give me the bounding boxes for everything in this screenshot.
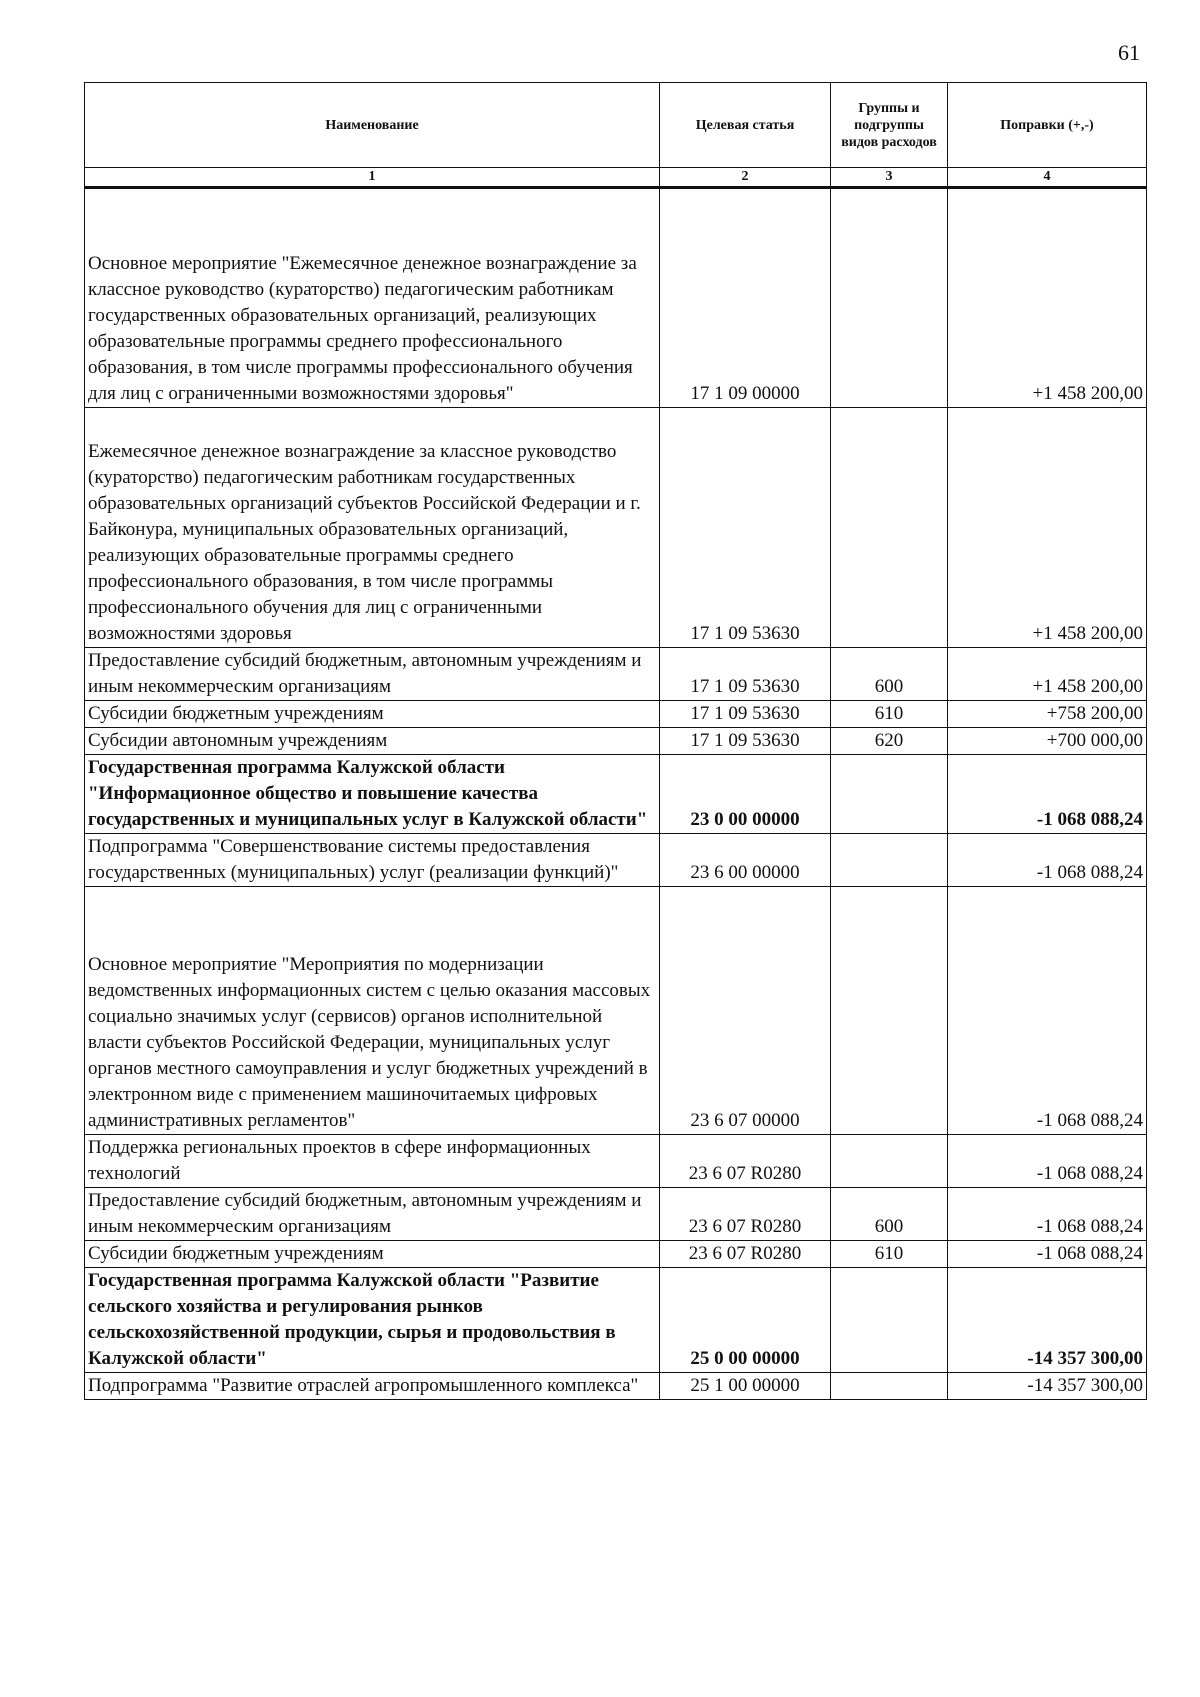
row-code: 17 1 09 00000 [660,188,831,408]
row-code: 23 0 00 00000 [660,755,831,834]
row-group [831,1268,948,1373]
table-row [85,887,1147,1135]
column-number: 3 [831,168,948,188]
row-name: Государственная программа Калужской области "Развитие сельского хозяйства и регулирования рынков сельскохозяйственной продукции, сырья и продовольствия в Калужской области" [85,1268,660,1373]
row-name: Государственная программа Калужской области "Информационное общество и повышение качества государственных и муниципальных услуг в Калужской области" [85,755,660,834]
row-name: Основное мероприятие "Ежемесячное денежное вознаграждение за классное руководство (кураторство) педагогическим работникам государственных образовательных организаций, реализующих образовательные программы среднего профессионального образования, в том числе программы профессионального обучения для лиц с ограниченными возможностями здоровья" [85,188,660,408]
row-group: 620 [831,728,948,755]
row-name: Субсидии автономным учреждениям [85,728,660,755]
table-row [85,755,1147,834]
row-code: 17 1 09 53630 [660,408,831,648]
row-code: 23 6 07 R0280 [660,1241,831,1268]
table-row [85,1135,1147,1188]
row-amount: -1 068 088,24 [948,887,1147,1135]
table-row [85,1268,1147,1373]
table-row [85,1373,1147,1400]
row-code: 23 6 00 00000 [660,834,831,887]
row-group: 610 [831,1241,948,1268]
table-row [85,834,1147,887]
row-name: Подпрограмма "Развитие отраслей агропромышленного комплекса" [85,1373,660,1400]
column-numbers-row [85,168,1147,188]
row-name: Поддержка региональных проектов в сфере информационных технологий [85,1135,660,1188]
row-name: Предоставление субсидий бюджетным, автономным учреждениям и иным некоммерческим организациям [85,648,660,701]
table-row [85,648,1147,701]
row-amount: -1 068 088,24 [948,834,1147,887]
table-row [85,408,1147,648]
row-amount: -1 068 088,24 [948,1135,1147,1188]
row-amount: -1 068 088,24 [948,1241,1147,1268]
row-group [831,755,948,834]
header-groups: Группы и подгруппы видов расходов [831,83,948,168]
row-amount: +1 458 200,00 [948,408,1147,648]
row-group [831,887,948,1135]
header-name: Наименование [85,83,660,168]
row-name: Основное мероприятие "Мероприятия по модернизации ведомственных информационных систем с целью оказания массовых социально значимых услуг (сервисов) органов исполнительной власти субъектов Российской Федерации, муниципальных услуг органов местного самоуправления и услуг бюджетных учреждений в электронном виде с применением машиночитаемых цифровых административных регламентов" [85,887,660,1135]
column-number: 4 [948,168,1147,188]
column-number: 1 [85,168,660,188]
row-name: Ежемесячное денежное вознаграждение за классное руководство (кураторство) педагогическим работникам государственных образовательных организаций субъектов Российской Федерации и г. Байконура, муниципальных образовательных организаций, реализующих образовательные программы среднего профессионального образования, в том числе программы профессионального обучения для лиц с ограниченными возможностями здоровья [85,408,660,648]
row-group [831,408,948,648]
header-row [85,83,1147,168]
header-amendments: Поправки (+,-) [948,83,1147,168]
row-code: 23 6 07 00000 [660,887,831,1135]
header-target: Целевая статья [660,83,831,168]
row-code: 23 6 07 R0280 [660,1135,831,1188]
row-amount: -14 357 300,00 [948,1268,1147,1373]
row-group: 610 [831,701,948,728]
page-number: 61 [1118,40,1140,65]
table-row [85,701,1147,728]
row-amount: +1 458 200,00 [948,648,1147,701]
row-code: 17 1 09 53630 [660,701,831,728]
table-row [85,728,1147,755]
row-name: Субсидии бюджетным учреждениям [85,1241,660,1268]
row-amount: -1 068 088,24 [948,1188,1147,1241]
row-group: 600 [831,648,948,701]
row-amount: +1 458 200,00 [948,188,1147,408]
row-amount: -1 068 088,24 [948,755,1147,834]
table-row [85,188,1147,408]
row-name: Подпрограмма "Совершенствование системы предоставления государственных (муниципальных) услуг (реализации функций)" [85,834,660,887]
row-group: 600 [831,1188,948,1241]
row-code: 17 1 09 53630 [660,648,831,701]
row-amount: +700 000,00 [948,728,1147,755]
row-group [831,188,948,408]
row-code: 25 0 00 00000 [660,1268,831,1373]
row-name: Предоставление субсидий бюджетным, автономным учреждениям и иным некоммерческим организациям [85,1188,660,1241]
row-code: 17 1 09 53630 [660,728,831,755]
row-amount: -14 357 300,00 [948,1373,1147,1400]
row-group [831,834,948,887]
row-group [831,1135,948,1188]
row-code: 23 6 07 R0280 [660,1188,831,1241]
column-number: 2 [660,168,831,188]
budget-table [84,82,1147,1400]
row-amount: +758 200,00 [948,701,1147,728]
row-name: Субсидии бюджетным учреждениям [85,701,660,728]
row-code: 25 1 00 00000 [660,1373,831,1400]
table-row [85,1188,1147,1241]
row-group [831,1373,948,1400]
table-row [85,1241,1147,1268]
